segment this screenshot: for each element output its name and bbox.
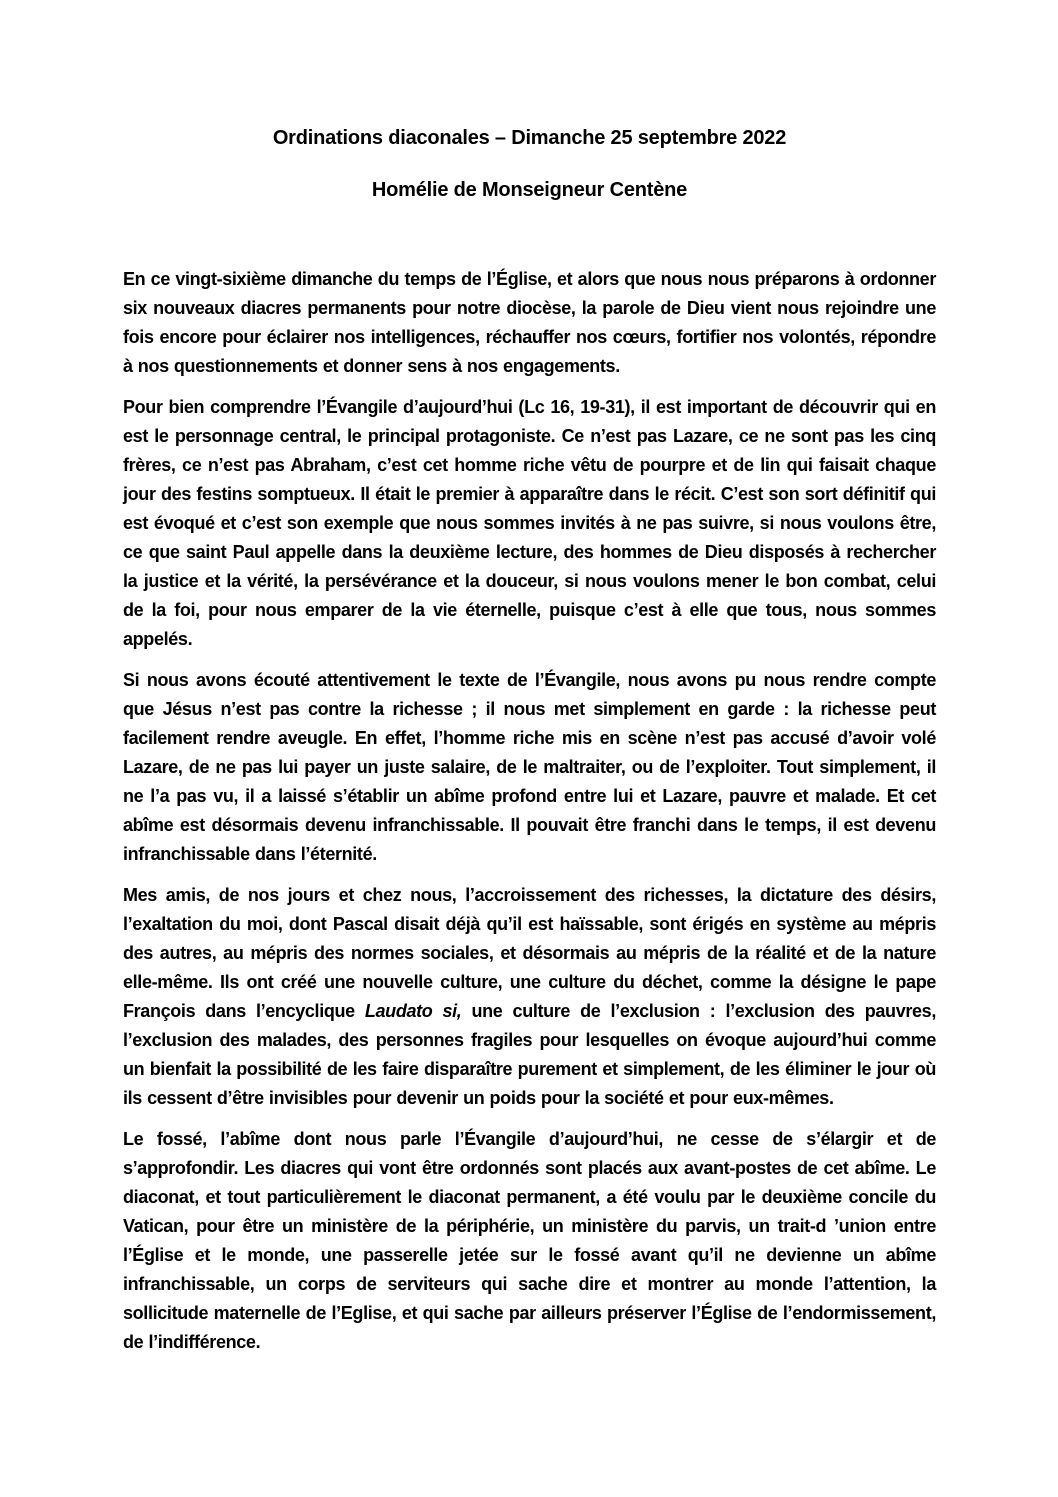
paragraph-5-text: Le fossé, l’abîme dont nous parle l’Évangile d’aujourd’hui, ne cesse de s’élargir et de s’approfondir. Les diacres qui vont être ordonnés sont placés aux avant-postes de cet abîme. Le diaconat, et tout particulièrement le diaconat permanent, a été voulu par le deuxième concile du Vatican, pour être un ministère de la périphérie, un ministère du parvis, un trait-d ’union entre l’Église et le monde, une passerelle jetée sur le fossé avant qu’il ne devienne un abîme infranchissable, un corps de serviteurs qui sache dire et montrer au monde l’attention, la sollicitude maternelle de l’Eglise, et qui sache par ailleurs préserver l’Église de l’endormissement, de l’indifférence. xyxy=(123,1129,936,1352)
document-body xyxy=(123,265,936,1357)
paragraph-1-text: En ce vingt-sixième dimanche du temps de l’Église, et alors que nous nous préparons à ordonner six nouveaux diacres permanents pour notre diocèse, la parole de Dieu vient nous rejoindre une fois encore pour éclairer nos intelligences, réchauffer nos cœurs, fortifier nos volontés, répondre à nos questionnements et donner sens à nos engagements. xyxy=(123,269,936,376)
paragraph-2 xyxy=(123,393,936,654)
document-title: Ordinations diaconales – Dimanche 25 septembre 2022 xyxy=(272,127,787,149)
paragraph-4-text-after-italic: une culture de l’exclusion : l’exclusion des pauvres, l’exclusion des malades, des personnes fragiles pour lesquelles on évoque aujourd’hui comme un bienfait la possibilité de les faire disparaître purement et simplement, de les éliminer le jour où ils cessent d’être invisibles pour devenir un poids pour la société et pour eux-mêmes. xyxy=(123,1001,936,1108)
paragraph-3-text: Si nous avons écouté attentivement le texte de l’Évangile, nous avons pu nous rendre compte que Jésus n’est pas contre la richesse ; il nous met simplement en garde : la richesse peut facilement rendre aveugle. En effet, l’homme riche mis en scène n’est pas accusé d’avoir volé Lazare, de ne pas lui payer un juste salaire, de le maltraiter, ou de l’exploiter. Tout simplement, il ne l’a pas vu, il a laissé s’établir un abîme profond entre lui et Lazare, pauvre et malade. Et cet abîme est désormais devenu infranchissable. Il pouvait être franchi dans le temps, il est devenu infranchissable dans l’éternité. xyxy=(123,670,936,864)
paragraph-4-text-before-italic: Mes amis, de nos jours et chez nous, l’accroissement des richesses, la dictature des désirs, l’exaltation du moi, dont Pascal disait déjà qu’il est haïssable, sont érigés en système au mépris des autres, au mépris des normes sociales, et désormais au mépris de la réalité et de la nature elle-même. Ils ont créé une nouvelle culture, une culture du déchet, comme la désigne le pape François dans l’encyclique xyxy=(123,885,936,1021)
paragraph-3 xyxy=(123,666,936,869)
paragraph-5 xyxy=(123,1125,936,1357)
encyclical-title-italic: Laudato si, xyxy=(364,1001,462,1021)
paragraph-2-text: Pour bien comprendre l’Évangile d’aujourd’hui (Lc 16, 19-31), il est important de découvrir qui en est le personnage central, le principal protagoniste. Ce n’est pas Lazare, ce ne sont pas les cinq frères, ce n’est pas Abraham, c’est cet homme riche vêtu de pourpre et de lin qui faisait chaque jour des festins somptueux. Il était le premier à apparaître dans le récit. C’est son sort définitif qui est évoqué et c’est son exemple que nous sommes invités à ne pas suivre, si nous voulons être, ce que saint Paul appelle dans la deuxième lecture, des hommes de Dieu disposés à rechercher la justice et la vérité, la persévérance et la douceur, si nous voulons mener le bon combat, celui de la foi, pour nous emparer de la vie éternelle, puisque c’est à elle que tous, nous sommes appelés. xyxy=(123,397,936,649)
document-content xyxy=(123,0,936,1369)
paragraph-4 xyxy=(123,881,936,1113)
paragraph-1 xyxy=(123,265,936,381)
document-subtitle: Homélie de Monseigneur Centène xyxy=(371,179,688,201)
